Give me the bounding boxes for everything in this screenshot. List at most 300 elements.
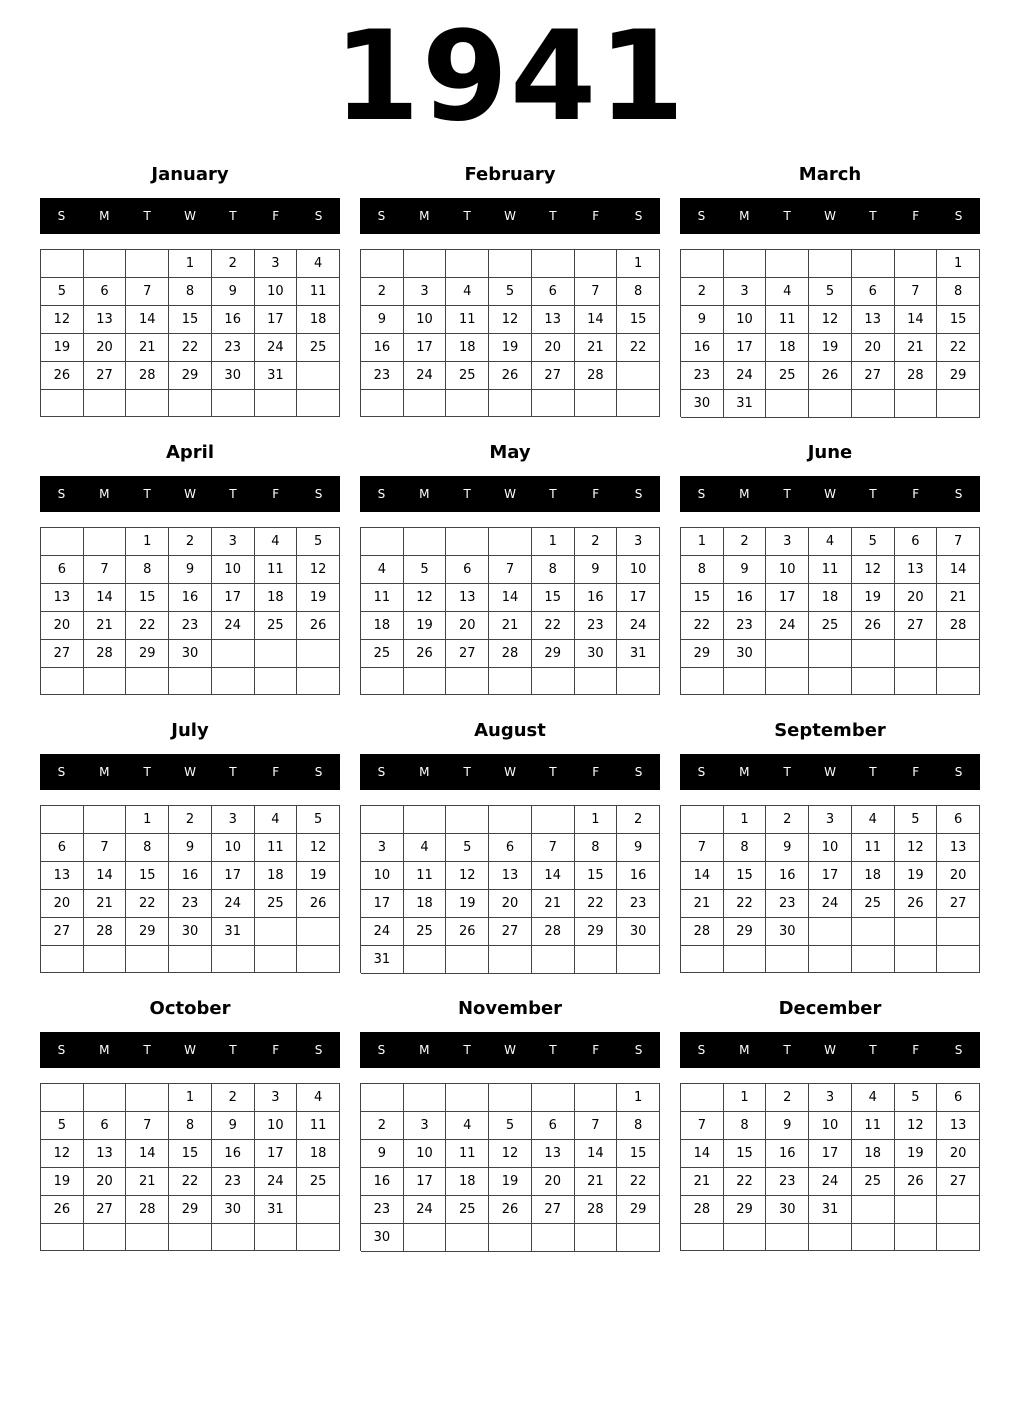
day-cell bbox=[681, 946, 724, 973]
weekday-header bbox=[40, 754, 340, 790]
day-cell bbox=[41, 668, 84, 695]
day-cell: 4 bbox=[766, 278, 809, 306]
day-cell: 18 bbox=[297, 1140, 340, 1168]
day-cell: 6 bbox=[532, 1112, 575, 1140]
weekday-label: T bbox=[229, 209, 237, 223]
weekday-label: F bbox=[272, 765, 280, 779]
day-cell: 29 bbox=[937, 362, 980, 390]
day-cell bbox=[852, 918, 895, 946]
day-cell bbox=[41, 1224, 84, 1251]
day-cell: 22 bbox=[681, 612, 724, 640]
month-name: February bbox=[464, 164, 556, 185]
weekday-label: W bbox=[824, 765, 836, 779]
day-cell: 31 bbox=[255, 1196, 298, 1224]
weekday-label: M bbox=[99, 209, 110, 223]
day-cell: 26 bbox=[41, 1196, 84, 1224]
weekday-label: S bbox=[954, 1043, 963, 1057]
day-cell: 12 bbox=[41, 306, 84, 334]
weekday-label: S bbox=[57, 487, 66, 501]
day-cell: 31 bbox=[617, 640, 660, 668]
day-cell: 6 bbox=[937, 806, 980, 834]
day-cell: 11 bbox=[404, 862, 447, 890]
day-cell bbox=[852, 1196, 895, 1224]
day-cell: 1 bbox=[575, 806, 618, 834]
day-cell: 14 bbox=[84, 862, 127, 890]
day-cell: 12 bbox=[852, 556, 895, 584]
day-cell: 12 bbox=[404, 584, 447, 612]
day-cell: 8 bbox=[575, 834, 618, 862]
day-cell: 21 bbox=[575, 1168, 618, 1196]
day-cell bbox=[84, 668, 127, 695]
weekday-label: S bbox=[954, 765, 963, 779]
day-cell: 24 bbox=[404, 1196, 447, 1224]
month-name: May bbox=[489, 442, 531, 463]
day-cell bbox=[575, 250, 618, 278]
weekday-header bbox=[680, 476, 980, 512]
day-cell: 9 bbox=[361, 306, 404, 334]
day-cell: 16 bbox=[681, 334, 724, 362]
day-cell: 1 bbox=[126, 528, 169, 556]
day-cell: 16 bbox=[575, 584, 618, 612]
weekday-label: T bbox=[869, 487, 877, 501]
weekday-label: T bbox=[229, 1043, 237, 1057]
weekday-label: T bbox=[549, 209, 557, 223]
day-cell bbox=[41, 806, 84, 834]
day-cell: 18 bbox=[809, 584, 852, 612]
weekday-label: S bbox=[314, 487, 323, 501]
day-cell: 20 bbox=[532, 1168, 575, 1196]
day-grid bbox=[40, 805, 340, 973]
day-cell bbox=[724, 1224, 767, 1251]
day-cell: 23 bbox=[724, 612, 767, 640]
day-cell: 9 bbox=[212, 278, 255, 306]
weekday-label: S bbox=[634, 765, 643, 779]
day-cell: 17 bbox=[724, 334, 767, 362]
day-cell bbox=[446, 946, 489, 974]
day-cell: 8 bbox=[169, 1112, 212, 1140]
day-cell bbox=[532, 806, 575, 834]
day-cell bbox=[446, 1224, 489, 1252]
day-cell: 30 bbox=[724, 640, 767, 668]
day-cell: 20 bbox=[84, 1168, 127, 1196]
day-cell: 14 bbox=[489, 584, 532, 612]
day-cell: 15 bbox=[126, 862, 169, 890]
weekday-label: F bbox=[272, 209, 280, 223]
day-cell: 29 bbox=[724, 918, 767, 946]
day-cell: 16 bbox=[617, 862, 660, 890]
day-cell: 29 bbox=[532, 640, 575, 668]
day-cell: 9 bbox=[617, 834, 660, 862]
day-cell: 2 bbox=[361, 278, 404, 306]
day-cell: 8 bbox=[169, 278, 212, 306]
day-cell: 8 bbox=[532, 556, 575, 584]
day-cell: 2 bbox=[212, 1084, 255, 1112]
day-cell: 20 bbox=[489, 890, 532, 918]
day-cell: 6 bbox=[84, 278, 127, 306]
day-cell: 7 bbox=[489, 556, 532, 584]
day-cell: 25 bbox=[809, 612, 852, 640]
day-cell bbox=[404, 528, 447, 556]
weekday-label: S bbox=[314, 765, 323, 779]
day-cell: 9 bbox=[724, 556, 767, 584]
day-cell: 23 bbox=[212, 1168, 255, 1196]
day-cell: 2 bbox=[681, 278, 724, 306]
day-cell: 5 bbox=[489, 278, 532, 306]
day-cell: 4 bbox=[809, 528, 852, 556]
day-cell: 5 bbox=[895, 1084, 938, 1112]
day-cell: 7 bbox=[84, 834, 127, 862]
day-cell: 26 bbox=[297, 890, 340, 918]
weekday-label: T bbox=[143, 487, 151, 501]
day-cell: 21 bbox=[681, 1168, 724, 1196]
day-cell: 26 bbox=[852, 612, 895, 640]
day-cell: 17 bbox=[809, 1140, 852, 1168]
day-cell: 13 bbox=[852, 306, 895, 334]
day-cell bbox=[575, 668, 618, 695]
weekday-header bbox=[680, 754, 980, 790]
day-cell bbox=[297, 362, 340, 390]
day-cell: 10 bbox=[255, 1112, 298, 1140]
day-cell: 13 bbox=[532, 1140, 575, 1168]
day-cell: 9 bbox=[361, 1140, 404, 1168]
day-cell: 26 bbox=[404, 640, 447, 668]
day-cell bbox=[852, 1224, 895, 1251]
weekday-label: M bbox=[99, 765, 110, 779]
day-cell: 6 bbox=[937, 1084, 980, 1112]
weekday-label: S bbox=[377, 487, 386, 501]
day-cell: 20 bbox=[41, 612, 84, 640]
day-cell: 2 bbox=[575, 528, 618, 556]
day-cell bbox=[937, 1196, 980, 1224]
day-cell: 8 bbox=[617, 278, 660, 306]
day-cell: 27 bbox=[937, 890, 980, 918]
day-cell: 26 bbox=[489, 362, 532, 390]
day-cell bbox=[575, 1084, 618, 1112]
day-cell: 27 bbox=[895, 612, 938, 640]
day-cell: 25 bbox=[255, 890, 298, 918]
month-name: August bbox=[474, 720, 546, 741]
day-cell bbox=[297, 946, 340, 973]
day-cell: 15 bbox=[724, 862, 767, 890]
day-cell: 21 bbox=[895, 334, 938, 362]
weekday-label: S bbox=[634, 1043, 643, 1057]
day-cell: 24 bbox=[809, 890, 852, 918]
day-cell: 14 bbox=[84, 584, 127, 612]
day-cell: 28 bbox=[681, 918, 724, 946]
day-cell: 27 bbox=[446, 640, 489, 668]
day-cell: 26 bbox=[489, 1196, 532, 1224]
day-cell: 7 bbox=[575, 278, 618, 306]
day-cell: 30 bbox=[212, 1196, 255, 1224]
day-cell: 29 bbox=[681, 640, 724, 668]
day-cell: 17 bbox=[809, 862, 852, 890]
weekday-label: S bbox=[57, 1043, 66, 1057]
day-cell bbox=[361, 250, 404, 278]
day-cell: 13 bbox=[84, 306, 127, 334]
day-grid bbox=[360, 1083, 660, 1251]
day-cell bbox=[255, 1224, 298, 1251]
day-cell: 10 bbox=[724, 306, 767, 334]
day-cell bbox=[575, 1224, 618, 1252]
weekday-label: S bbox=[697, 1043, 706, 1057]
day-cell: 1 bbox=[126, 806, 169, 834]
day-cell: 19 bbox=[297, 862, 340, 890]
day-cell bbox=[681, 1224, 724, 1251]
day-cell: 19 bbox=[895, 1140, 938, 1168]
weekday-label: M bbox=[419, 1043, 430, 1057]
day-cell: 25 bbox=[852, 1168, 895, 1196]
day-cell: 27 bbox=[532, 362, 575, 390]
day-cell: 15 bbox=[724, 1140, 767, 1168]
month-name: April bbox=[165, 442, 215, 463]
day-cell: 20 bbox=[446, 612, 489, 640]
day-cell: 22 bbox=[937, 334, 980, 362]
weekday-header bbox=[680, 198, 980, 234]
day-cell: 17 bbox=[617, 584, 660, 612]
day-cell: 5 bbox=[41, 278, 84, 306]
weekday-label: M bbox=[739, 209, 750, 223]
day-cell: 15 bbox=[575, 862, 618, 890]
day-cell: 21 bbox=[532, 890, 575, 918]
day-cell bbox=[255, 390, 298, 417]
day-cell: 29 bbox=[126, 918, 169, 946]
weekday-label: F bbox=[592, 1043, 600, 1057]
year-title: 1941 bbox=[333, 5, 687, 149]
day-cell: 3 bbox=[404, 278, 447, 306]
day-cell bbox=[895, 250, 938, 278]
day-cell: 1 bbox=[169, 250, 212, 278]
day-cell: 4 bbox=[255, 528, 298, 556]
day-cell: 16 bbox=[361, 334, 404, 362]
day-cell: 5 bbox=[895, 806, 938, 834]
day-cell: 29 bbox=[617, 1196, 660, 1224]
day-cell bbox=[937, 640, 980, 668]
day-cell bbox=[489, 1224, 532, 1252]
day-cell: 10 bbox=[809, 1112, 852, 1140]
day-cell bbox=[84, 390, 127, 417]
day-cell: 3 bbox=[809, 1084, 852, 1112]
day-cell: 29 bbox=[575, 918, 618, 946]
day-cell: 19 bbox=[895, 862, 938, 890]
day-cell: 19 bbox=[41, 334, 84, 362]
day-cell: 11 bbox=[297, 278, 340, 306]
day-cell: 26 bbox=[446, 918, 489, 946]
day-cell: 20 bbox=[852, 334, 895, 362]
day-cell bbox=[895, 1196, 938, 1224]
day-cell: 21 bbox=[84, 890, 127, 918]
day-cell: 18 bbox=[255, 862, 298, 890]
day-cell: 24 bbox=[361, 918, 404, 946]
day-cell: 22 bbox=[126, 890, 169, 918]
day-cell: 18 bbox=[766, 334, 809, 362]
weekday-header bbox=[360, 476, 660, 512]
day-cell: 12 bbox=[297, 556, 340, 584]
day-cell bbox=[404, 390, 447, 417]
day-cell: 14 bbox=[126, 306, 169, 334]
weekday-label: M bbox=[739, 1043, 750, 1057]
weekday-label: S bbox=[57, 765, 66, 779]
day-cell bbox=[809, 1224, 852, 1251]
day-cell bbox=[41, 250, 84, 278]
day-cell: 12 bbox=[489, 1140, 532, 1168]
day-cell: 10 bbox=[404, 1140, 447, 1168]
day-cell: 15 bbox=[617, 306, 660, 334]
day-cell: 25 bbox=[766, 362, 809, 390]
day-cell: 25 bbox=[852, 890, 895, 918]
day-cell: 22 bbox=[724, 890, 767, 918]
day-cell: 26 bbox=[41, 362, 84, 390]
day-cell: 13 bbox=[41, 584, 84, 612]
weekday-label: F bbox=[592, 487, 600, 501]
day-cell: 23 bbox=[617, 890, 660, 918]
weekday-header bbox=[680, 1032, 980, 1068]
day-cell: 27 bbox=[84, 362, 127, 390]
day-cell: 7 bbox=[84, 556, 127, 584]
day-cell: 18 bbox=[852, 862, 895, 890]
day-cell bbox=[895, 390, 938, 418]
day-cell: 18 bbox=[297, 306, 340, 334]
day-cell: 4 bbox=[297, 250, 340, 278]
day-cell: 19 bbox=[809, 334, 852, 362]
month-name: October bbox=[149, 998, 231, 1019]
day-cell: 12 bbox=[895, 1112, 938, 1140]
month-name: November bbox=[457, 998, 563, 1019]
day-cell bbox=[169, 1224, 212, 1251]
weekday-header bbox=[360, 198, 660, 234]
day-cell: 9 bbox=[212, 1112, 255, 1140]
weekday-label: W bbox=[504, 765, 516, 779]
day-cell bbox=[404, 1084, 447, 1112]
weekday-label: T bbox=[549, 765, 557, 779]
day-cell: 11 bbox=[809, 556, 852, 584]
day-cell: 13 bbox=[937, 834, 980, 862]
weekday-label: W bbox=[504, 1043, 516, 1057]
weekday-header bbox=[40, 198, 340, 234]
day-cell: 4 bbox=[255, 806, 298, 834]
day-cell: 3 bbox=[212, 528, 255, 556]
day-cell bbox=[895, 946, 938, 973]
day-cell bbox=[895, 640, 938, 668]
day-cell bbox=[212, 640, 255, 668]
weekday-label: T bbox=[869, 209, 877, 223]
day-cell: 6 bbox=[446, 556, 489, 584]
day-cell: 8 bbox=[937, 278, 980, 306]
day-cell bbox=[937, 390, 980, 418]
day-cell: 28 bbox=[84, 918, 127, 946]
day-cell bbox=[532, 946, 575, 974]
weekday-label: F bbox=[592, 209, 600, 223]
day-cell: 19 bbox=[489, 1168, 532, 1196]
weekday-label: S bbox=[954, 487, 963, 501]
day-cell: 18 bbox=[852, 1140, 895, 1168]
day-cell: 11 bbox=[297, 1112, 340, 1140]
weekday-label: T bbox=[463, 487, 471, 501]
day-grid bbox=[680, 805, 980, 973]
day-cell bbox=[446, 390, 489, 417]
day-cell bbox=[766, 1224, 809, 1251]
day-cell bbox=[681, 250, 724, 278]
day-cell: 6 bbox=[41, 556, 84, 584]
day-cell: 15 bbox=[169, 1140, 212, 1168]
day-cell: 20 bbox=[84, 334, 127, 362]
weekday-label: M bbox=[419, 765, 430, 779]
day-cell bbox=[617, 1224, 660, 1252]
day-cell: 6 bbox=[895, 528, 938, 556]
day-cell: 26 bbox=[895, 1168, 938, 1196]
day-cell: 13 bbox=[937, 1112, 980, 1140]
weekday-label: F bbox=[912, 487, 920, 501]
day-cell bbox=[404, 668, 447, 695]
day-cell: 16 bbox=[724, 584, 767, 612]
day-cell: 20 bbox=[937, 1140, 980, 1168]
day-cell bbox=[126, 250, 169, 278]
day-cell: 6 bbox=[41, 834, 84, 862]
day-cell bbox=[766, 250, 809, 278]
day-cell bbox=[41, 528, 84, 556]
day-cell: 1 bbox=[937, 250, 980, 278]
day-cell: 17 bbox=[255, 306, 298, 334]
weekday-label: T bbox=[869, 1043, 877, 1057]
day-grid bbox=[360, 527, 660, 695]
day-cell: 6 bbox=[532, 278, 575, 306]
day-cell: 11 bbox=[852, 1112, 895, 1140]
day-cell: 29 bbox=[169, 362, 212, 390]
day-grid bbox=[680, 1083, 980, 1251]
day-cell: 23 bbox=[212, 334, 255, 362]
weekday-label: T bbox=[783, 1043, 791, 1057]
weekday-label: M bbox=[99, 1043, 110, 1057]
day-cell: 12 bbox=[895, 834, 938, 862]
day-cell bbox=[895, 1224, 938, 1251]
day-cell: 30 bbox=[617, 918, 660, 946]
weekday-label: M bbox=[739, 765, 750, 779]
day-cell: 22 bbox=[169, 1168, 212, 1196]
day-cell: 23 bbox=[575, 612, 618, 640]
day-cell: 10 bbox=[404, 306, 447, 334]
weekday-label: T bbox=[783, 765, 791, 779]
weekday-label: S bbox=[377, 209, 386, 223]
month-name: June bbox=[807, 442, 853, 463]
day-cell: 16 bbox=[766, 1140, 809, 1168]
day-cell: 17 bbox=[255, 1140, 298, 1168]
day-cell: 31 bbox=[212, 918, 255, 946]
weekday-header bbox=[40, 1032, 340, 1068]
day-cell bbox=[297, 918, 340, 946]
day-cell: 15 bbox=[169, 306, 212, 334]
day-cell: 2 bbox=[361, 1112, 404, 1140]
weekday-label: W bbox=[184, 765, 196, 779]
day-cell: 20 bbox=[532, 334, 575, 362]
day-cell: 28 bbox=[489, 640, 532, 668]
day-cell: 30 bbox=[681, 390, 724, 418]
day-cell bbox=[617, 946, 660, 974]
day-cell: 22 bbox=[575, 890, 618, 918]
weekday-label: F bbox=[592, 765, 600, 779]
day-cell: 19 bbox=[404, 612, 447, 640]
day-cell: 10 bbox=[361, 862, 404, 890]
day-cell bbox=[404, 1224, 447, 1252]
day-cell: 7 bbox=[532, 834, 575, 862]
day-cell bbox=[809, 946, 852, 973]
day-cell: 25 bbox=[297, 1168, 340, 1196]
day-cell bbox=[681, 1084, 724, 1112]
day-cell: 20 bbox=[41, 890, 84, 918]
day-cell: 2 bbox=[724, 528, 767, 556]
day-cell: 26 bbox=[297, 612, 340, 640]
day-cell bbox=[297, 1224, 340, 1251]
day-cell: 24 bbox=[617, 612, 660, 640]
day-cell bbox=[212, 946, 255, 973]
